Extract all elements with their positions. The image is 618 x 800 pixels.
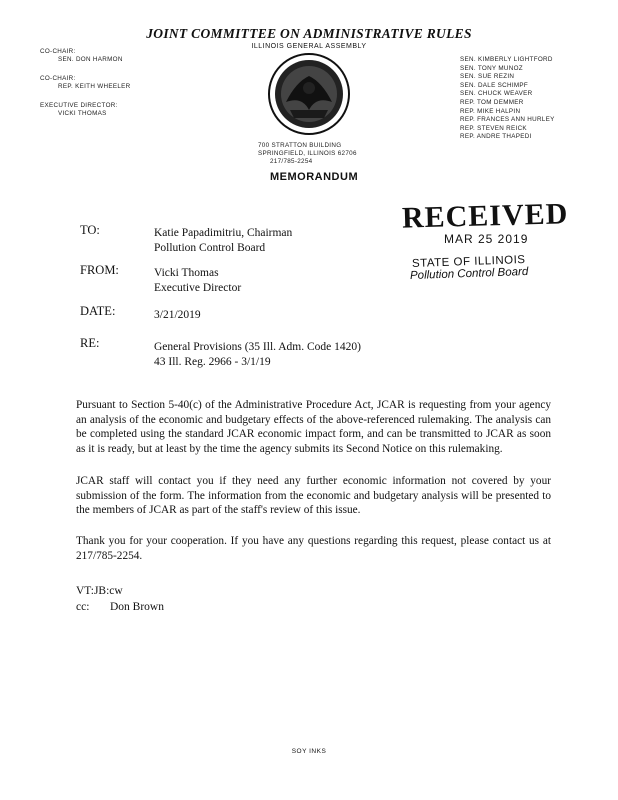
committee-address: 700 STRATTON BUILDING SPRINGFIELD, ILLINOIS 62706 217/785-2254 [258,142,357,165]
committee-subtitle: ILLINOIS GENERAL ASSEMBLY [251,43,367,50]
member-name: REP. STEVEN REICK [460,124,527,132]
to-label: TO: [80,223,100,237]
from-label: FROM: [80,263,119,277]
member-name: SEN. CHUCK WEAVER [460,90,533,98]
received-stamp: RECEIVED [401,197,569,235]
received-stamp-board: Pollution Control Board [409,265,529,283]
member-name: SEN. KIMBERLY LIGHTFORD [460,56,553,63]
member-name: REP. TOM DEMMER [460,98,524,106]
date-label: DATE: [80,304,116,318]
from-value: Vicki Thomas Executive Director [154,267,242,294]
member-name: SEN. SUE REZIN [460,73,515,81]
received-stamp-state: STATE OF ILLINOIS [411,254,526,270]
body-paragraph-2: JCAR staff will contact you if they need any further economic information not covered by your submission of the form. The information from the economic and budgetary analysis will be presented to the members of JCAR as part of the staff's review of this issue. [76,475,551,516]
illinois-state-seal [266,52,352,136]
body-paragraph-1: Pursuant to Section 5-40(c) of the Administrative Procedure Act, JCAR is requesting from your agency an analysis of the economic and budgetary effects of the above-referenced rulemaking. The analysis can be completed using the standard JCAR economic impact form, and can be transmitted to JCAR as soon as it is ready, but at least by the time the agency submits its Second Notice on this rulemaking. [76,399,551,455]
re-value: General Provisions (35 Ill. Adm. Code 1420) 43 Ill. Reg. 2966 - 3/1/19 [154,341,361,368]
to-value: Katie Papadimitriu, Chairman Pollution Control Board [154,227,293,254]
cc-label: cc: [76,601,90,613]
member-name: SEN. DALE SCHIMPF [460,81,529,89]
officer-executive-director: EXECUTIVE DIRECTOR: VICKI THOMAS [40,102,118,117]
date-value: 3/21/2019 [154,309,201,321]
member-name: REP. MIKE HALPIN [460,107,521,115]
body-paragraph-3: Thank you for your cooperation. If you have any questions regarding this request, please contact us at 217/785-2254. [76,535,551,562]
re-label: RE: [80,336,100,350]
member-list [460,56,555,142]
member-name: SEN. TONY MUNOZ [460,64,523,72]
officer-co-chair-1: CO-CHAIR: SEN. DON HARMON [40,48,123,63]
committee-title: JOINT COMMITTEE ON ADMINISTRATIVE RULES [146,26,472,41]
member-name: REP. FRANCES ANN HURLEY [460,116,555,124]
member-name: REP. ANDRE THAPEDI [460,133,532,141]
memo-heading: MEMORANDUM [270,171,359,183]
cc-name: Don Brown [110,601,164,613]
soy-inks-footer: SOY INKS [291,748,327,755]
received-stamp-date: MAR 25 2019 [444,232,529,246]
officer-co-chair-2: CO-CHAIR: REP. KEITH WHEELER [40,75,131,90]
initials: VT:JB:cw [76,585,123,597]
